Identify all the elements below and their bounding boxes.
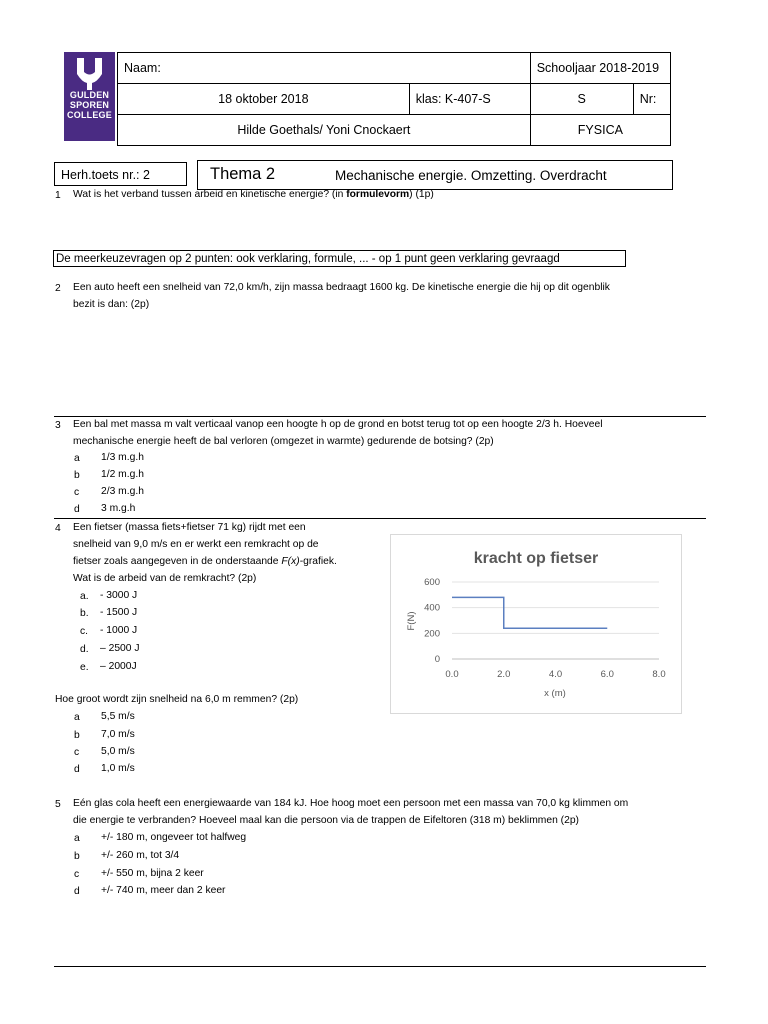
chart-x-tick-label: 6.0 [600,669,614,680]
logo-mark-icon [75,58,104,90]
chart-x-tick-label: 2.0 [497,669,511,680]
q3-option-a[interactable]: 1/3 m.g.h [101,452,144,463]
q5-option-letter: c [74,869,80,880]
q2-number: 2 [55,283,61,294]
q5-option-letter: b [74,851,80,862]
header-table [117,52,671,146]
theme-number: Thema 2 [210,165,276,183]
chart-title: kracht op fietser [473,550,599,567]
q4-line2: snelheid van 9,0 m/s en er werkt een remkracht op de [73,539,319,550]
q1-number: 1 [55,190,61,201]
date-cell: 18 oktober 2018 [118,84,410,115]
q4-option-letter: e. [80,662,89,673]
force-chart [390,534,682,714]
logo-text: GULDEN SPOREN COLLEGE [67,90,112,120]
chart-svg [391,535,681,713]
theme-title: Mechanische energie. Omzetting. Overdracht [335,168,607,183]
chart-x-tick-label: 8.0 [652,669,666,680]
q3-option-b[interactable]: 1/2 m.g.h [101,469,144,480]
q4-sub-option-b[interactable]: 7,0 m/s [101,729,135,740]
q5-option-letter: a [74,833,80,844]
chart-x-tick-label: 4.0 [548,669,563,680]
q4-option-letter: c. [80,626,89,637]
chart-ylabel: F(N) [406,611,417,631]
q4-sub-option-d[interactable]: 1,0 m/s [101,763,135,774]
q1-text: Wat is het verband tussen arbeid en kinetische energie? (in formulevorm) (1p) [73,189,434,200]
q4-sub-option-letter: c [74,747,80,758]
s-cell: S [530,84,633,115]
q4-option-letter: b. [80,608,89,619]
chart-y-tick-label: 600 [424,577,440,588]
q4-sub-option-letter: b [74,730,80,741]
q4-line4: Wat is de arbeid van de remkracht? (2p) [73,573,257,584]
notice-box: De meerkeuzevragen op 2 punten: ook verklaring, formule, ... - op 1 punt geen verklaring gevraagd [53,250,626,267]
q3-option-d[interactable]: 3 m.g.h [101,503,136,514]
q3-option-letter: d [74,504,80,515]
q4-line1: Een fietser (massa fiets+fietser 71 kg) rijdt met een [73,522,306,533]
q2-line1: Een auto heeft een snelheid van 72,0 km/h, zijn massa bedraagt 1600 kg. De kinetische energie die hij op dit ogenblik [73,282,610,293]
klas-cell: klas: K-407-S [409,84,530,115]
q5-option-letter: d [74,886,80,897]
q4-sub-option-a[interactable]: 5,5 m/s [101,711,135,722]
q4-option-letter: a. [80,591,89,602]
chart-x-tick-label: 0.0 [445,669,459,680]
q5-option-a[interactable]: +/- 180 m, ongeveer tot halfweg [101,832,247,843]
q4-option-b[interactable]: - 1500 J [100,607,138,618]
chart-xlabel: x (m) [544,688,566,699]
q4-sub-option-c[interactable]: 5,0 m/s [101,746,135,757]
subject-cell: FYSICA [530,115,670,146]
q4-sub-option-letter: d [74,764,80,775]
q4-number: 4 [55,523,61,534]
q3-option-c[interactable]: 2/3 m.g.h [101,486,144,497]
q4-option-c[interactable]: - 1000 J [100,625,138,636]
chart-series-line [452,597,607,628]
q5-option-b[interactable]: +/- 260 m, tot 3/4 [101,850,180,861]
chart-y-tick-label: 400 [424,602,440,614]
q4-sub-question: Hoe groot wordt zijn snelheid na 6,0 m remmen? (2p) [55,694,299,705]
q3-number: 3 [55,420,61,431]
q4-option-letter: d. [80,644,89,655]
q5-number: 5 [55,799,61,810]
q4-option-a[interactable]: - 3000 J [100,590,138,601]
chart-y-tick-label: 0 [434,654,440,665]
q4-sub-option-letter: a [74,712,80,723]
chart-y-tick-label: 200 [424,628,440,640]
q3-line1: Een bal met massa m valt verticaal vanop een hoogte h op de grond en botst terug tot op een hoogte 2/3 h. Hoeveel [73,419,603,430]
school-logo [64,52,115,141]
nr-field[interactable]: Nr: [633,84,670,115]
q3-option-letter: c [74,487,80,498]
q3-line2: mechanische energie heeft de bal verloren (omgezet in warmte) gedurende de botsing? (2p) [73,436,494,447]
q4-option-e[interactable]: – 2000J [100,661,137,672]
q3-option-letter: b [74,470,80,481]
q4-option-d[interactable]: – 2500 J [100,643,140,654]
q5-option-d[interactable]: +/- 740 m, meer dan 2 keer [101,885,226,896]
q5-line2: die energie te verbranden? Hoeveel maal kan die persoon via de trappen de Eifeltoren (318 m) beklimmen (2p) [73,815,579,826]
q2-line2: bezit is dan: (2p) [73,299,150,310]
q5-option-c[interactable]: +/- 550 m, bijna 2 keer [101,868,204,879]
teachers-cell: Hilde Goethals/ Yoni Cnockaert [118,115,531,146]
q4-line3: fietser zoals aangegeven in de onderstaande F(x)-grafiek. [73,556,337,567]
footer-divider [54,966,706,967]
naam-field[interactable]: Naam: [118,53,531,84]
q3-option-letter: a [74,453,80,464]
schooljaar-cell: Schooljaar 2018-2019 [530,53,670,84]
q5-line1: Eén glas cola heeft een energiewaarde van 184 kJ. Hoe hoog moet een persoon met een massa van 70,0 kg klimmen om [73,798,629,809]
herhaling-box: Herh.toets nr.: 2 [54,162,187,186]
